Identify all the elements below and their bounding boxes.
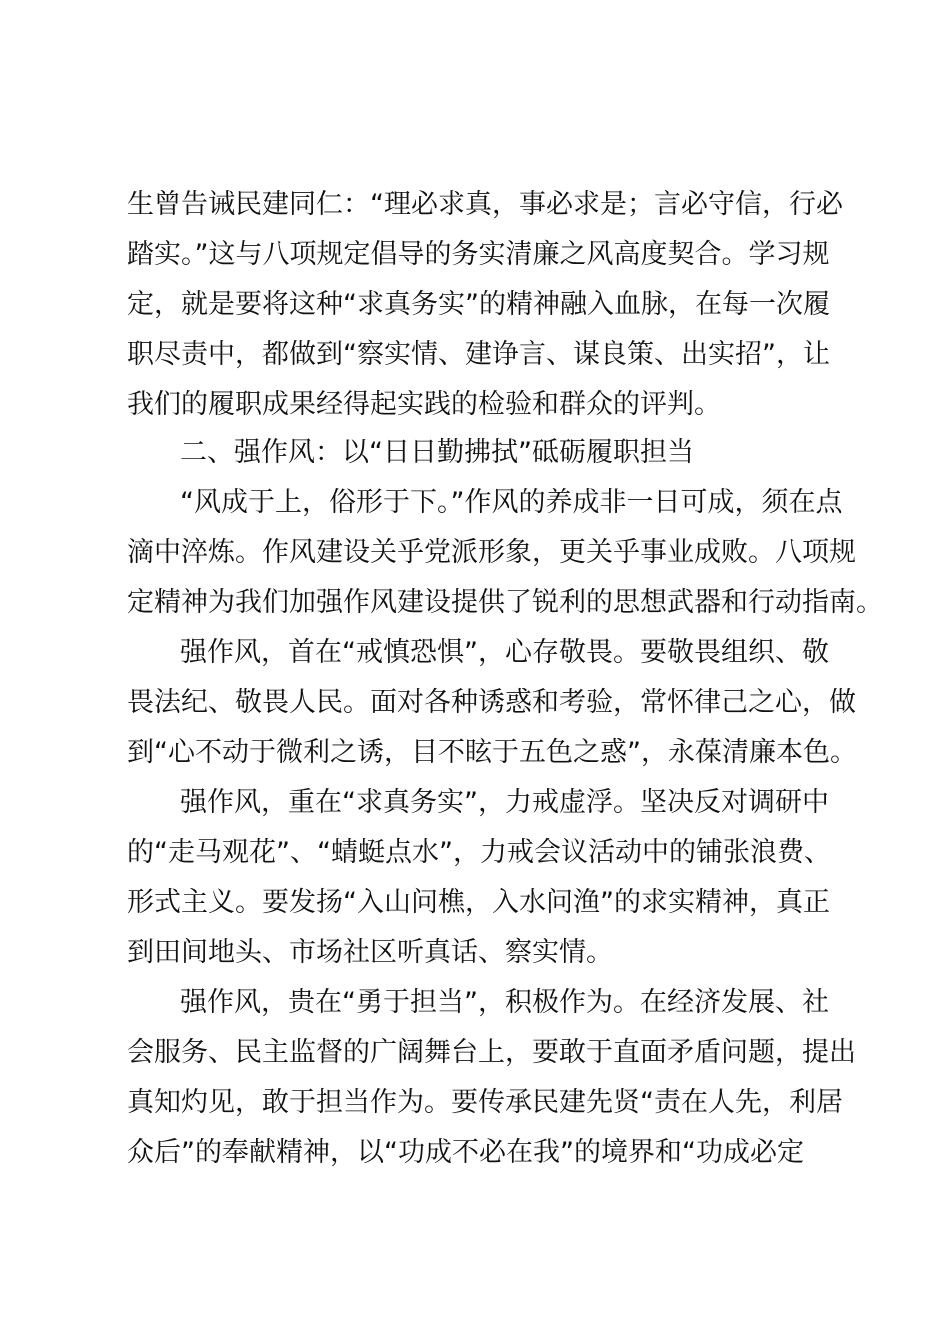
- text-line: 的“走马观花”、“蜻蜓点水”，力戒会议活动中的铺张浪费、: [127, 837, 831, 868]
- text-line: 滴中淬炼。作风建设关乎党派形象，更关乎事业成败。八项规: [127, 537, 856, 568]
- section-heading: 二、强作风：以“日日勤拂拭”砥砺履职担当: [180, 437, 694, 468]
- text-line: 会服务、民主监督的广阔舞台上，要敢于直面矛盾问题，提出: [127, 1037, 856, 1068]
- text-line: 定，就是要将这种“求真务实”的精神融入血脉，在每一次履: [127, 289, 830, 320]
- text-line: 真知灼见，敢于担当作为。要传承民建先贤“责在人先，利居: [127, 1087, 843, 1118]
- text-line: 畏法纪、敬畏人民。面对各种诱惑和考验，常怀律己之心，做: [127, 687, 856, 718]
- text-line: 强作风，贵在“勇于担当”，积极作为。在经济发展、社: [180, 987, 829, 1018]
- text-line: “风成于上，俗形于下。”作风的养成非一日可成，须在点: [180, 487, 843, 518]
- text-line: 到田间地头、市场社区听真话、察实情。: [127, 937, 613, 968]
- text-line: 定精神为我们加强作风建设提供了锐利的思想武器和行动指南。: [127, 587, 883, 618]
- text-line: 到“心不动于微利之诱，目不眩于五色之惑”，永葆清廉本色。: [127, 737, 857, 768]
- text-line: 职尽责中，都做到“察实情、建诤言、谋良策、出实招”，让: [127, 339, 830, 370]
- text-line: 强作风，首在“戒慎恐惧”，心存敬畏。要敬畏组织、敬: [180, 637, 829, 668]
- text-line: 我们的履职成果经得起实践的检验和群众的评判。: [127, 389, 721, 420]
- text-line: 踏实。”这与八项规定倡导的务实清廉之风高度契合。学习规: [127, 239, 830, 270]
- text-line: 生曾告诫民建同仁：“理必求真，事必求是；言必守信，行必: [127, 189, 843, 220]
- text-line: 众后”的奉献精神，以“功成不必在我”的境界和“功成必定: [127, 1137, 804, 1168]
- text-line: 形式主义。要发扬“入山问樵，入水问渔”的求实精神，真正: [127, 887, 830, 918]
- text-line: 强作风，重在“求真务实”，力戒虚浮。坚决反对调研中: [180, 787, 829, 818]
